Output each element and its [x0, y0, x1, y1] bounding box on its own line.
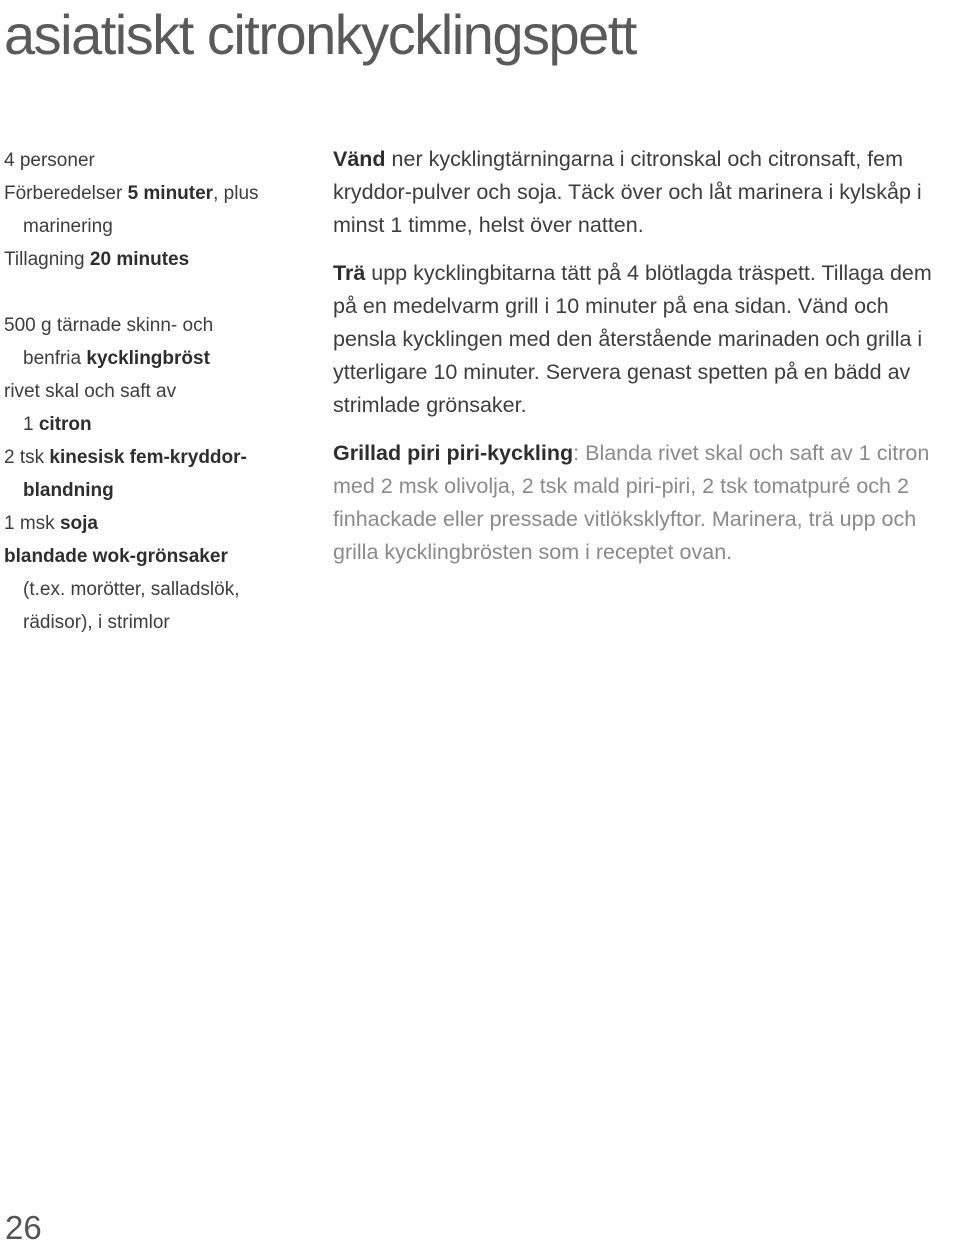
- recipe-method: [333, 143, 958, 584]
- ingredient-vegetables: blandade wok-grönsaker: [4, 546, 228, 567]
- step-2: Trä upp kycklingbitarna tätt på 4 blötlagda träspett. Tillaga dem på en medelvarm grill i 10 minuter på ena sidan. Vänd och pensla kycklingen med den återstående marinaden och grilla i ytterligare 10 minuter. Servera genast spetten på en bädd av strimlade grönsaker.: [333, 261, 932, 417]
- ingredient-lemon-cont: 1 citron: [23, 414, 92, 435]
- ingredient-vegetables-cont2: rädisor), i strimlor: [23, 612, 170, 633]
- servings: 4 personer: [4, 150, 95, 171]
- ingredient-spice-cont: blandning: [23, 480, 114, 501]
- ingredient-lemon: rivet skal och saft av: [4, 381, 177, 402]
- prep-time: Förberedelser 5 minuter, plus: [4, 183, 259, 204]
- recipe-variant: Grillad piri piri-kyckling: Blanda rivet skal och saft av 1 citron med 2 msk olivolja, 2 tsk mald piri-piri, 2 tsk tomatpuré och 2 finhackade eller pressade vitlöksklyftor. Marinera, trä upp och grilla kycklingbrösten som i receptet ovan.: [333, 441, 930, 564]
- page-number: 26: [5, 1209, 42, 1246]
- ingredient-chicken-cont: benfria kycklingbröst: [23, 348, 210, 369]
- ingredient-chicken: 500 g tärnade skinn- och: [4, 315, 214, 336]
- prep-time-cont: marinering: [23, 216, 113, 237]
- ingredient-vegetables-cont: (t.ex. morötter, salladslök,: [23, 579, 240, 600]
- ingredient-spice: 2 tsk kinesisk fem-kryddor-: [4, 447, 247, 468]
- ingredient-soy: 1 msk soja: [4, 513, 98, 534]
- step-1: Vänd ner kycklingtärningarna i citronskal och citronsaft, fem kryddor-pulver och soja. Täck över och låt marinera i kylskåp i minst 1 timme, helst över natten.: [333, 147, 922, 237]
- cook-time: Tillagning 20 minutes: [4, 249, 190, 270]
- page-title: asiatiskt citronkycklingspett: [4, 3, 636, 66]
- recipe-sidebar: [4, 144, 304, 639]
